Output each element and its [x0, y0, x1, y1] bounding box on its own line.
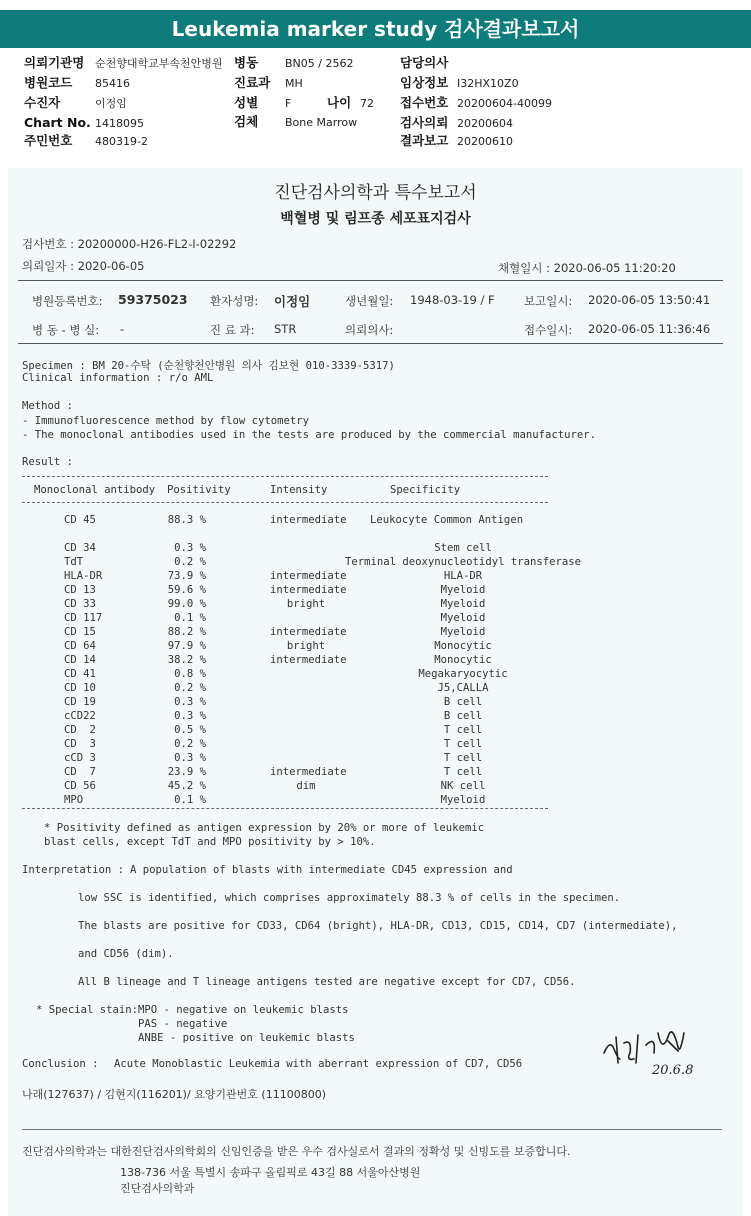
specificity-cell: Terminal deoxynucleotidyl transferase [345, 556, 581, 568]
lab-department: 진단검사의학과 [120, 1182, 195, 1195]
col-positivity: Positivity [167, 484, 231, 496]
resident-no-value: 480319-2 [95, 135, 148, 148]
resident-no-label: 주민번호 [24, 133, 73, 148]
col-specificity: Specificity [390, 484, 461, 496]
specificity-cell: Myeloid [440, 612, 486, 624]
hospital-code-label: 병원코드 [24, 75, 73, 90]
table-rule [22, 502, 548, 503]
doctor-label: 담당의사 [400, 55, 449, 70]
name-value: 이정임 [274, 294, 311, 309]
sex-label: 성별 [234, 95, 259, 110]
specificity-cell: B cell [443, 710, 483, 722]
ward-room-value: - [120, 322, 125, 336]
divider [18, 343, 723, 344]
age-value: 72 [360, 97, 374, 110]
positivity-cell: 99.0 % [167, 598, 206, 610]
positivity-cell: 23.9 % [167, 766, 206, 778]
specimen-line: Specimen : BM 20-수탁 (순천향천안병원 의사 김보현 010-3339-5317) [22, 360, 395, 372]
interpretation-line: and CD56 (dim). [78, 948, 174, 960]
positivity-cell: 0.3 % [174, 752, 206, 764]
reg-label: 병원등록번호: [32, 294, 103, 308]
col-antibody: Monoclonal antibody [34, 484, 156, 496]
specificity-cell: Myeloid [440, 794, 486, 806]
specimen-value: Bone Marrow [285, 116, 358, 129]
special-stain-line: PAS - negative [138, 1018, 228, 1030]
method-line: - Immunofluorescence method by flow cytometry [22, 415, 310, 427]
interpretation-line: low SSC is identified, which comprises approximately 88.3 % of cells in the specimen. [78, 892, 621, 904]
ward-label: 병동 [234, 55, 259, 70]
dept-value: STR [274, 322, 297, 336]
footnote-line: blast cells, except TdT and MPO positivity by > 10%. [44, 836, 376, 848]
department-label: 진료과 [234, 75, 271, 90]
request-date-value: 20200604 [457, 117, 513, 130]
specificity-cell: B cell [443, 696, 483, 708]
positivity-cell: 88.3 % [167, 514, 206, 526]
antibody-cell: CD 41 [64, 668, 96, 680]
intensity-cell: intermediate [270, 766, 347, 778]
request-date-label: 검사의뢰 [400, 115, 449, 130]
antibody-cell: CD 15 [64, 626, 96, 638]
report-subtitle: 백혈병 및 림프종 세포표지검사 [280, 211, 471, 227]
positivity-cell: 59.6 % [167, 584, 206, 596]
dob-value: 1948-03-19 / F [410, 293, 495, 307]
positivity-cell: 0.1 % [174, 794, 206, 806]
dept-label: 진 료 과: [210, 323, 255, 337]
dob-label: 생년월일: [345, 294, 394, 308]
antibody-cell: CD 56 [64, 780, 96, 792]
signature [598, 1023, 718, 1083]
clinical-info-label: 임상정보 [400, 75, 449, 90]
antibody-cell: cCD 3 [64, 752, 96, 764]
table-rule [22, 808, 548, 809]
sex-value: F [285, 97, 292, 110]
reg-value: 59375023 [118, 292, 188, 307]
department-value: MH [285, 77, 303, 90]
report-date-value: 20200610 [457, 135, 513, 148]
result-label: Result : [22, 456, 74, 468]
institution-value: 순천향대학교부속천안병원 [95, 57, 223, 70]
interpretation-line: The blasts are positive for CD33, CD64 (bright), HLA-DR, CD13, CD15, CD14, CD7 (intermediate), [78, 920, 678, 932]
antibody-cell: CD 33 [64, 598, 96, 610]
specificity-cell: T cell [443, 738, 483, 750]
positivity-cell: 0.8 % [174, 668, 206, 680]
specificity-cell: T cell [443, 752, 483, 764]
specificity-cell: Leukocyte Common Antigen [370, 514, 524, 526]
receipt-no-value: 20200604-40099 [457, 97, 552, 110]
patient-label: 수진자 [24, 95, 61, 110]
intensity-cell: intermediate [270, 654, 347, 666]
certification: 진단검사의학과는 대한진단검사의학회의 신임인증을 받은 우수 검사실로서 결과의 정확성 및 신빙도를 보증합니다. [22, 1145, 571, 1158]
antibody-cell: CD 14 [64, 654, 96, 666]
clinical-info-value: I32HX10Z0 [457, 77, 519, 90]
hospital-code-value: 85416 [95, 77, 130, 90]
specificity-cell: HLA-DR [443, 570, 483, 582]
antibody-cell: CD 117 [64, 612, 103, 624]
positivity-cell: 88.2 % [167, 626, 206, 638]
age-label: 나이 [327, 95, 352, 110]
intensity-cell: intermediate [270, 514, 347, 526]
receipt-datetime-value: 2020-06-05 11:36:46 [588, 322, 711, 336]
positivity-cell: 45.2 % [167, 780, 206, 792]
ward-value: BN05 / 2562 [285, 57, 354, 70]
special-stain-line: ANBE - positive on leukemic blasts [138, 1032, 355, 1044]
report-date-label: 결과보고 [400, 133, 449, 148]
report-datetime-value: 2020-06-05 13:50:41 [588, 293, 711, 307]
specificity-cell: Monocytic [434, 654, 492, 666]
antibody-cell: TdT [64, 556, 84, 568]
footnote-line: * Positivity defined as antigen expression by 20% or more of leukemic [44, 822, 485, 834]
receipt-datetime-label: 접수일시: [524, 323, 573, 337]
positivity-cell: 0.3 % [174, 696, 206, 708]
clinical-line: Clinical information : r/o AML [22, 372, 214, 384]
positivity-cell: 0.3 % [174, 542, 206, 554]
intensity-cell: intermediate [270, 584, 347, 596]
signature-date: 20.6.8 [652, 1063, 694, 1078]
chart-no-value: 1418095 [95, 117, 144, 130]
interpretation-label: Interpretation : [22, 864, 125, 876]
positivity-cell: 0.2 % [174, 556, 206, 568]
receipt-no-label: 접수번호 [400, 95, 449, 110]
antibody-cell: CD 19 [64, 696, 96, 708]
specificity-cell: NK cell [440, 780, 486, 792]
name-label: 환자성명: [210, 294, 259, 308]
specificity-cell: T cell [443, 766, 483, 778]
collection-datetime: 채혈일시 : 2020-06-05 11:20:20 [498, 261, 676, 275]
special-stain-line: MPO - negative on leukemic blasts [138, 1004, 349, 1016]
antibody-cell: cCD22 [64, 710, 96, 722]
table-rule [22, 476, 548, 477]
institution-label: 의뢰기관명 [24, 55, 85, 70]
positivity-cell: 0.2 % [174, 682, 206, 694]
antibody-cell: CD 2 [64, 724, 96, 736]
antibody-cell: CD 34 [64, 542, 96, 554]
positivity-cell: 0.3 % [174, 710, 206, 722]
positivity-cell: 0.2 % [174, 738, 206, 750]
intensity-cell: intermediate [270, 626, 347, 638]
specificity-cell: J5,CALLA [437, 682, 489, 694]
antibody-cell: CD 10 [64, 682, 96, 694]
specificity-cell: Myeloid [440, 598, 486, 610]
specificity-cell: Myeloid [440, 626, 486, 638]
antibody-cell: CD 13 [64, 584, 96, 596]
specificity-cell: Myeloid [440, 584, 486, 596]
signers: 나래(127637) / 김현지(116201)/ 요양기관번호 (11100800) [22, 1088, 327, 1101]
positivity-cell: 0.5 % [174, 724, 206, 736]
positivity-cell: 0.1 % [174, 612, 206, 624]
address: 138-736 서울 특별시 송파구 올림픽로 43길 88 서울아산병원 [120, 1166, 421, 1179]
test-number: 검사번호 : 20200000-H26-FL2-I-02292 [22, 237, 237, 251]
method-label: Method : [22, 400, 74, 412]
intensity-cell: bright [286, 640, 326, 652]
special-stain-label: * Special stain: [36, 1004, 139, 1016]
special-report [8, 168, 743, 1216]
col-intensity: Intensity [270, 484, 328, 496]
intensity-cell: dim [296, 780, 316, 792]
antibody-cell: CD 7 [64, 766, 96, 778]
intensity-cell: intermediate [270, 570, 347, 582]
chart-no-label: Chart No. [24, 115, 91, 130]
specificity-cell: Megakaryocytic [418, 668, 508, 680]
antibody-cell: CD 64 [64, 640, 96, 652]
specificity-cell: T cell [443, 724, 483, 736]
conclusion-text: Acute Monoblastic Leukemia with aberrant expression of CD7, CD56 [114, 1058, 523, 1070]
interpretation-line: All B lineage and T lineage antigens tested are negative except for CD7, CD56. [78, 976, 576, 988]
referring-doctor-label: 의뢰의사: [345, 323, 394, 337]
positivity-cell: 73.9 % [167, 570, 206, 582]
specificity-cell: Monocytic [434, 640, 492, 652]
interpretation-line: A population of blasts with intermediate CD45 expression and [130, 864, 513, 876]
report-datetime-label: 보고일시: [524, 294, 573, 308]
request-date: 의뢰일자 : 2020-06-05 [22, 259, 145, 273]
divider [18, 280, 723, 281]
antibody-cell: CD 3 [64, 738, 96, 750]
conclusion-label: Conclusion : [22, 1058, 99, 1070]
specificity-cell: Stem cell [434, 542, 492, 554]
antibody-cell: MPO [64, 794, 84, 806]
ward-room-label: 병 동 - 병 실: [32, 323, 100, 337]
report-title: 진단검사의학과 특수보고서 [274, 183, 477, 203]
specimen-label: 검체 [234, 114, 259, 129]
document-title: Leukemia marker study 검사결과보고서 [0, 10, 751, 48]
intensity-cell: bright [286, 598, 326, 610]
positivity-cell: 97.9 % [167, 640, 206, 652]
patient-value: 이정임 [95, 97, 127, 110]
antibody-cell: HLA-DR [64, 570, 103, 582]
method-line: - The monoclonal antibodies used in the tests are produced by the commercial manufacturer. [22, 429, 597, 441]
divider [22, 1129, 722, 1130]
positivity-cell: 38.2 % [167, 654, 206, 666]
antibody-cell: CD 45 [64, 514, 96, 526]
